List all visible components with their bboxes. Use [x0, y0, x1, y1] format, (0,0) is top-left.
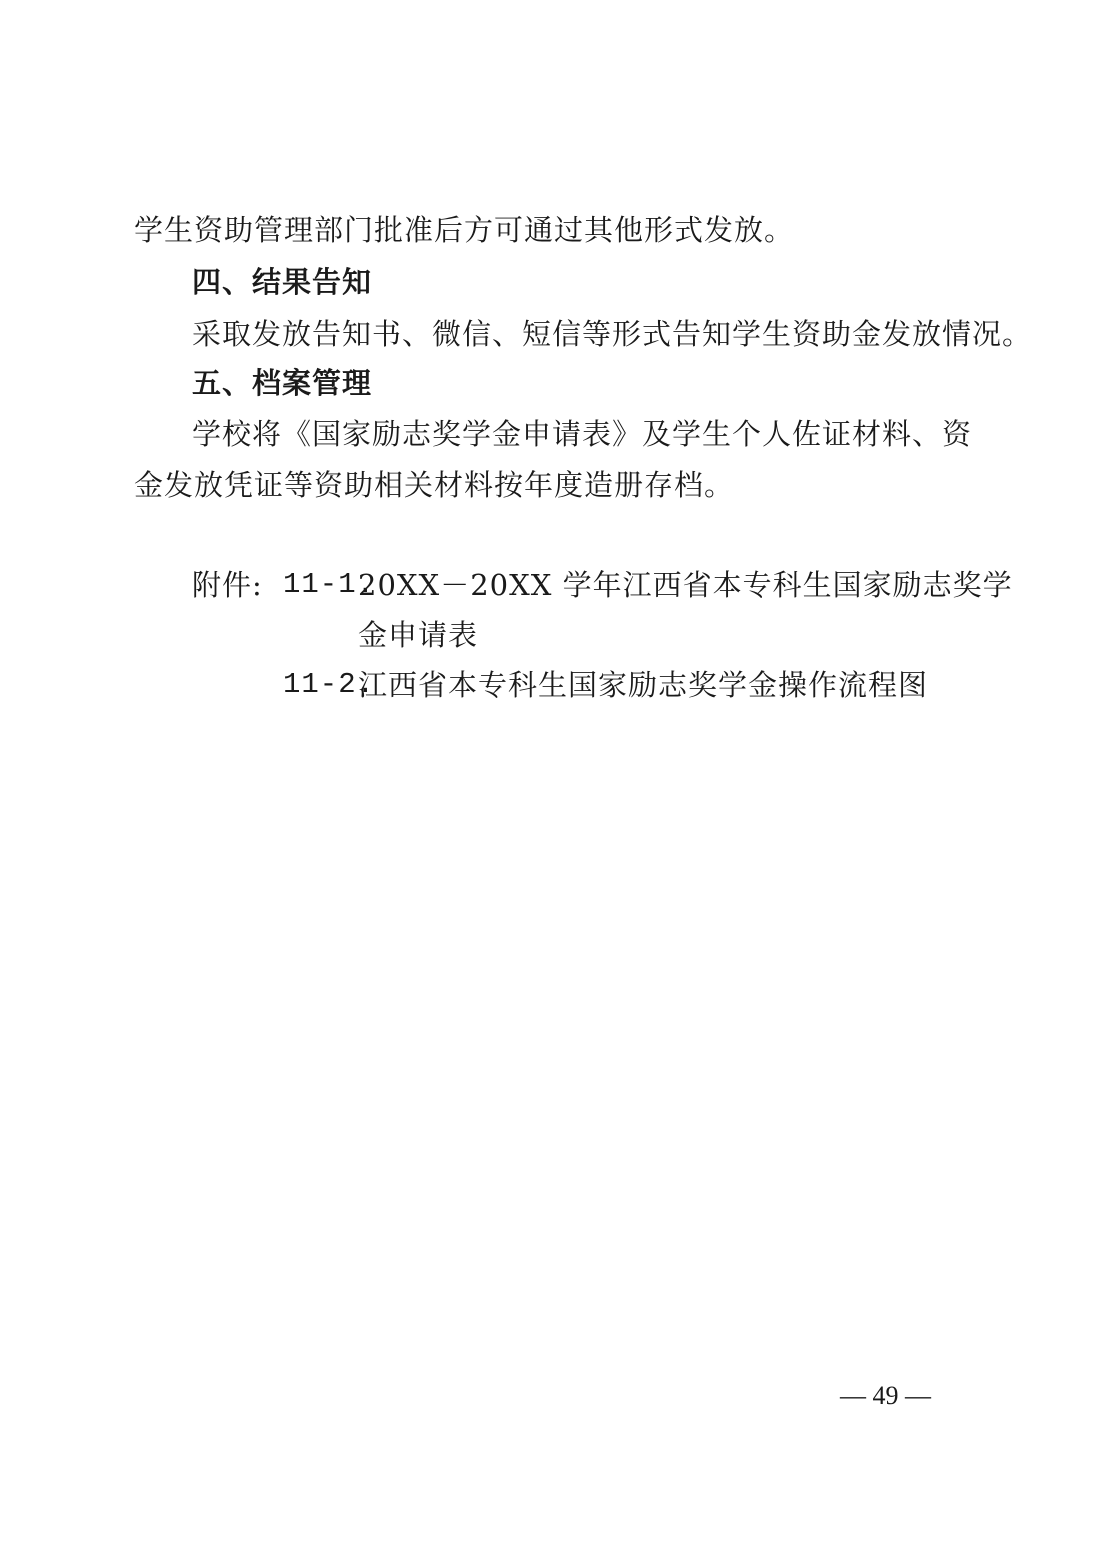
paragraph-result-notice: 采取发放告知书、微信、短信等形式告知学生资助金发放情况。 [192, 317, 1033, 351]
paragraph-continuation: 学生资助管理部门批准后方可通过其他形式发放。 [134, 213, 795, 247]
attachment-2-title: 江西省本专科生国家励志奖学金操作流程图 [358, 668, 929, 702]
paragraph-archive-line-2: 金发放凭证等资助相关材料按年度造册存档。 [134, 468, 735, 502]
attachment-2-number: 11-2. [283, 668, 376, 701]
page-number: — 49 — [840, 1381, 931, 1410]
paragraph-archive-line-1: 学校将《国家励志奖学金申请表》及学生个人佐证材料、资 [192, 417, 973, 451]
attachments-label: 附件: [192, 568, 263, 602]
section-heading-archive-management: 五、档案管理 [192, 366, 373, 400]
attachment-1-title-line-1: 20XX－20XX 学年江西省本专科生国家励志奖学 [358, 568, 1013, 602]
section-heading-result-notice: 四、结果告知 [192, 265, 373, 299]
attachment-1-number: 11-1. [283, 568, 376, 601]
attachment-1-title-line-2: 金申请表 [358, 618, 479, 652]
